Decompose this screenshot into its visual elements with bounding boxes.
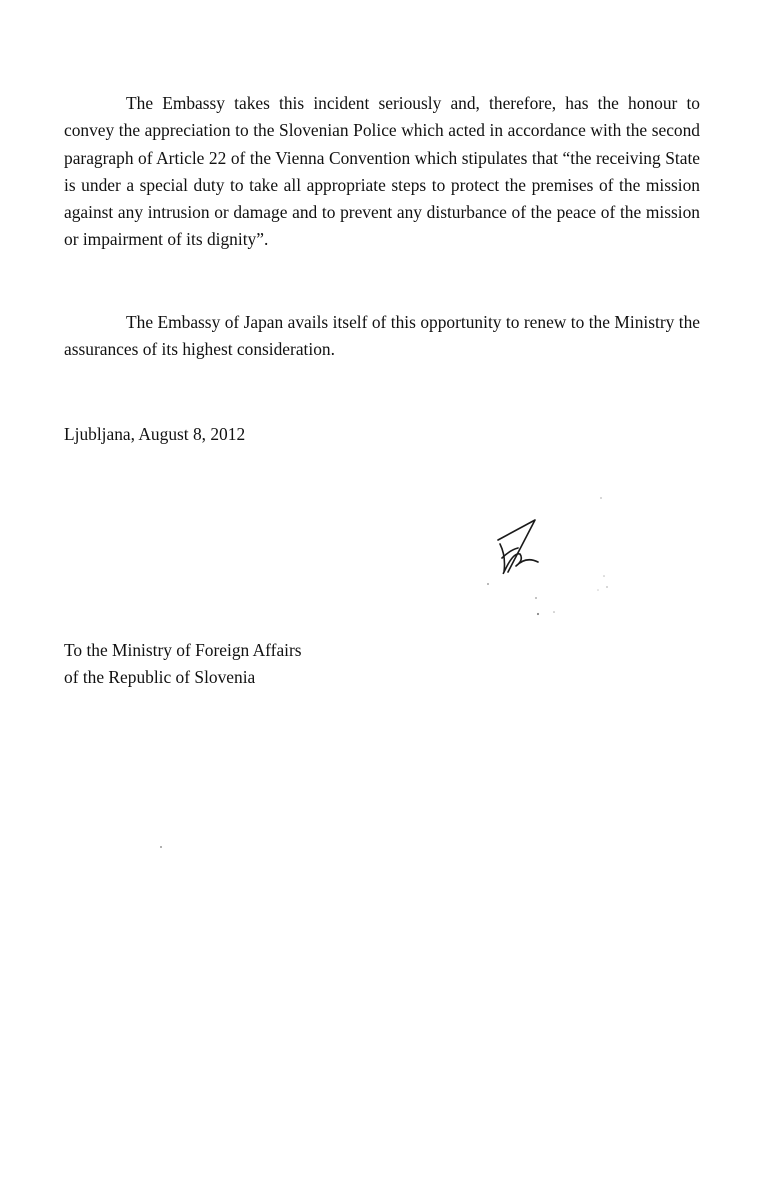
addressee-line: of the Republic of Slovenia (64, 667, 256, 687)
paper-speck (160, 846, 162, 848)
paper-speck (600, 497, 602, 499)
paragraph-closing (64, 309, 700, 364)
paragraph-appreciation-text: The Embassy takes this incident seriously and, therefore, has the honour to convey the appreciation to the Slovenian Police which acted in accordance with the second paragraph of Article 22 of the Vienna Convention which stipulates that “the receiving State is under a special duty to take all appropriate steps to protect the premises of the mission against any intrusion or damage and to prevent any disturbance of the peace of the mission or impairment of its dignity”. (64, 93, 700, 250)
place-date: Ljubljana, August 8, 2012 (64, 424, 246, 444)
addressee-block (64, 637, 302, 691)
handwritten-signature (480, 510, 620, 630)
paragraph-closing-text: The Embassy of Japan avails itself of this opportunity to renew to the Ministry the assurances of its highest consideration. (64, 312, 700, 360)
paragraph-appreciation (64, 90, 700, 254)
paper-speck (606, 586, 608, 588)
addressee-line: To the Ministry of Foreign Affairs (64, 640, 302, 660)
